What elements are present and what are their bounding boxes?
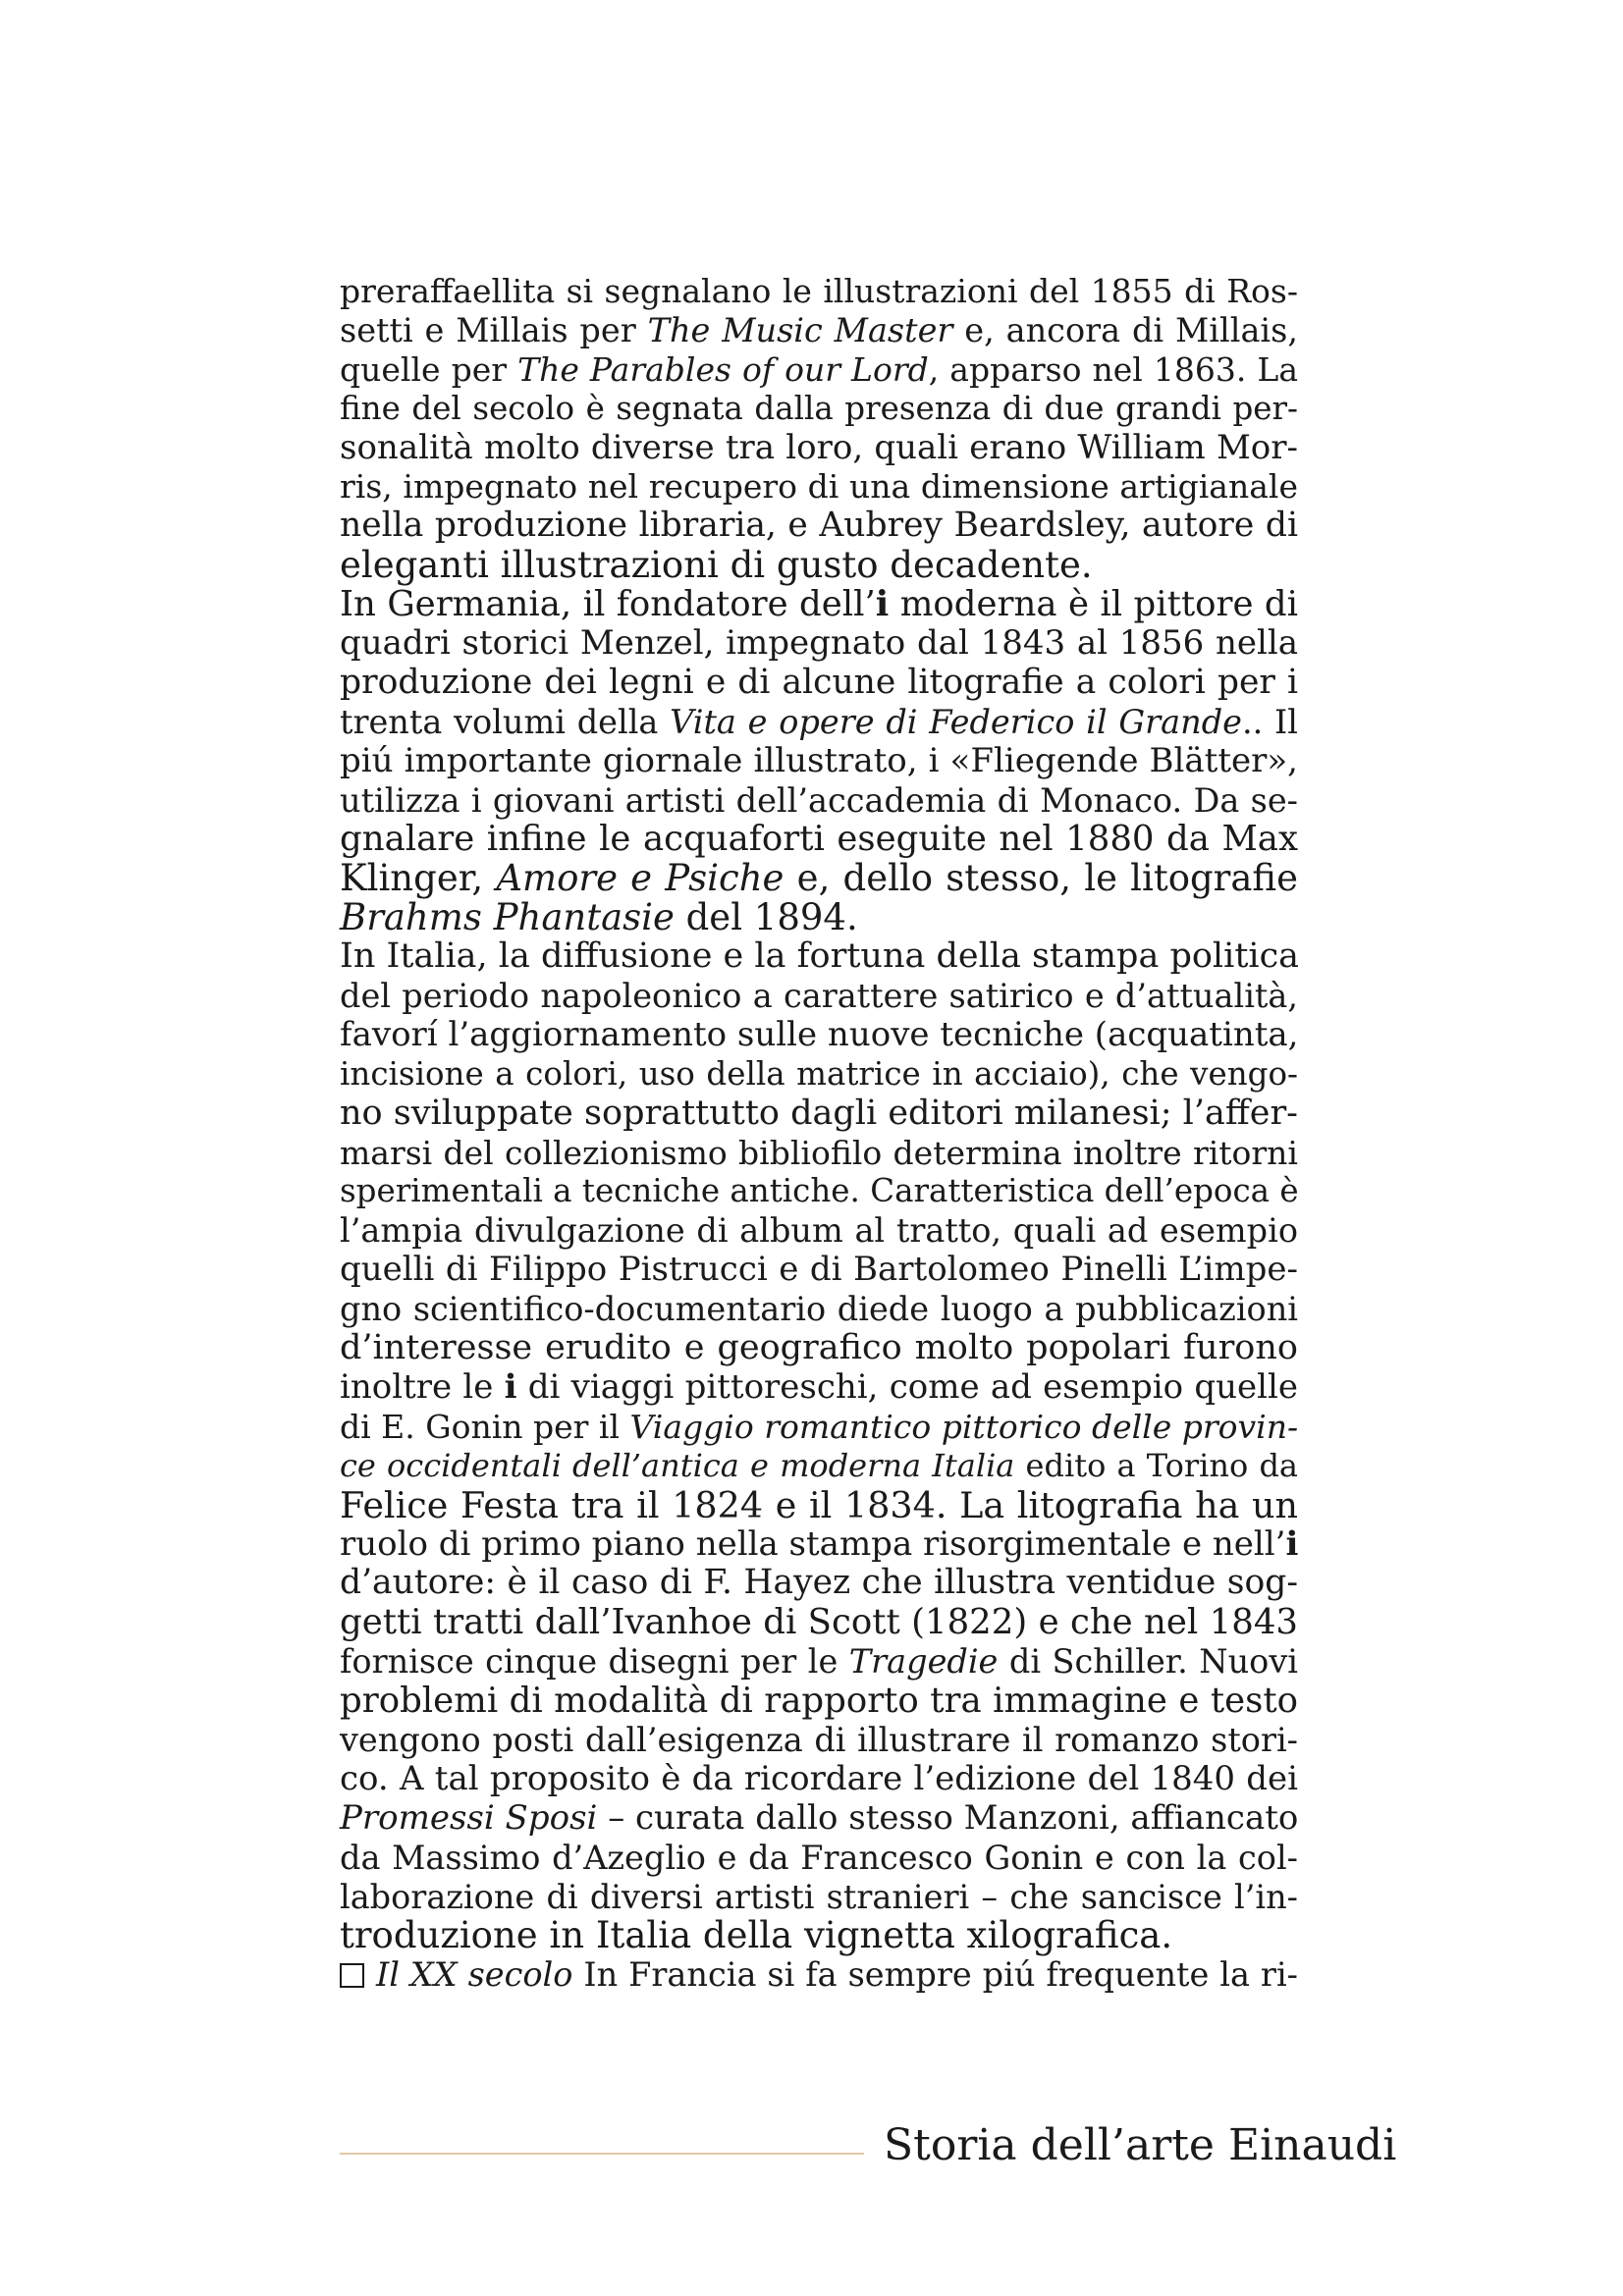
text-segment: l’ampia divulgazione di album al tratto, quali ad esempio xyxy=(340,1211,1298,1251)
italic-text: The Parables of our Lord xyxy=(517,349,929,389)
text-segment: marsi del collezionismo bibliofilo determina inoltre ritorni xyxy=(340,1133,1298,1172)
text-line xyxy=(340,350,1298,390)
text-segment: d’autore: è il caso di F. Hayez che illustra ventidue sog- xyxy=(340,1563,1298,1603)
text-line xyxy=(340,703,1298,742)
text-segment: favorí l’aggiornamento sulle nuove tecniche (acquatinta, xyxy=(340,1014,1299,1054)
text-line xyxy=(340,1721,1298,1760)
footer-title: Storia dell’arte Einaudi xyxy=(884,2120,1397,2170)
text-segment: troduzione in Italia della vignetta xilografica. xyxy=(340,1914,1173,1957)
italic-text: ce occidentali dell’antica e moderna Italia xyxy=(340,1446,1015,1484)
text-line xyxy=(340,1799,1298,1839)
italic-text: Amore e Psiche xyxy=(496,857,784,900)
text-segment: sperimentali a tecniche antiche. Caratteristica dell’epoca è xyxy=(340,1172,1299,1210)
italic-text: Il XX secolo xyxy=(376,1955,573,1995)
text-line xyxy=(340,272,1298,311)
text-segment: setti e Millais per xyxy=(340,310,648,349)
text-line xyxy=(340,937,1298,977)
bold-text: i xyxy=(875,584,890,625)
text-line xyxy=(340,781,1298,821)
text-line xyxy=(340,507,1298,546)
text-line xyxy=(340,311,1298,350)
text-line xyxy=(340,1564,1298,1603)
text-segment: fornisce cinque disegni per le xyxy=(340,1642,849,1682)
text-segment: ris, impegnato nel recupero di una dimensione artigianale xyxy=(340,467,1298,507)
text-segment: piú importante giornale illustrato, i «Fliegende Blätter», xyxy=(340,740,1298,780)
text-line xyxy=(340,390,1298,429)
text-line xyxy=(340,742,1298,781)
text-segment: trenta volumi della xyxy=(340,702,671,741)
body-text xyxy=(340,272,1298,1995)
text-segment: fine del secolo è segnata dalla presenza di due grandi per- xyxy=(340,389,1298,427)
text-segment: problemi di modalità di rapporto tra immagine e testo xyxy=(340,1681,1298,1722)
italic-text: Tragedie xyxy=(848,1642,999,1682)
text-line xyxy=(340,1172,1298,1211)
text-line xyxy=(340,1447,1298,1486)
text-segment: di E. Gonin per il xyxy=(340,1407,630,1446)
text-segment: quelli di Filippo Pistrucci e di Bartolomeo Pinelli L’impe- xyxy=(340,1250,1298,1290)
bold-text: i xyxy=(1285,1523,1299,1564)
text-line xyxy=(340,977,1298,1016)
text-line xyxy=(340,1525,1298,1565)
italic-text: Brahms Phantasie xyxy=(340,896,675,939)
text-line xyxy=(340,585,1298,624)
text-segment: quelle per xyxy=(340,349,518,389)
footer-rule xyxy=(340,2153,864,2155)
text-line xyxy=(340,1055,1298,1095)
section-square-icon xyxy=(340,1963,364,1988)
text-segment: sonalità molto diverse tra loro, quali erano William Mor- xyxy=(340,427,1298,467)
bold-text: i xyxy=(504,1366,517,1407)
text-segment: laborazione di diversi artisti stranieri – che sancisce l’in- xyxy=(340,1877,1298,1916)
text-line xyxy=(340,1483,1298,1526)
text-line xyxy=(340,664,1298,703)
text-segment: e, ancora di Millais, xyxy=(952,310,1298,349)
text-segment: di Schiller. Nuovi xyxy=(998,1642,1298,1682)
text-segment: del 1894. xyxy=(674,896,858,939)
text-segment: utilizza i giovani artisti dell’accademia di Monaco. Da se- xyxy=(340,780,1298,820)
text-segment: In Germania, il fondatore dell’ xyxy=(340,584,876,625)
text-segment: co. A tal proposito è da ricordare l’edizione del 1840 dei xyxy=(340,1758,1298,1798)
text-segment: getti tratti dall’Ivanhoe di Scott (1822) e che nel 1843 xyxy=(340,1602,1298,1643)
text-line xyxy=(340,624,1298,664)
text-line xyxy=(340,1016,1298,1055)
text-segment: incisione a colori, uso della matrice in acciaio), che vengo- xyxy=(340,1054,1298,1093)
italic-text: Promessi Sposi xyxy=(340,1797,598,1838)
text-segment: moderna è il pittore di xyxy=(889,584,1299,625)
italic-text: Viaggio romantico pittorico delle provin- xyxy=(629,1407,1299,1446)
text-line xyxy=(340,1760,1298,1799)
text-line xyxy=(340,1251,1298,1290)
text-line xyxy=(340,859,1298,898)
text-segment: Klinger, xyxy=(340,857,497,900)
text-segment: produzione dei legni e di alcune litografie a colori per i xyxy=(340,662,1298,702)
text-line xyxy=(340,1134,1298,1173)
text-segment: inoltre le xyxy=(340,1366,505,1407)
text-segment: vengono posti dall’esigenza di illustrare il romanzo stori- xyxy=(340,1720,1298,1759)
text-line xyxy=(340,1878,1298,1917)
text-line xyxy=(340,1329,1298,1368)
text-line xyxy=(340,1368,1298,1408)
text-line xyxy=(340,1095,1298,1134)
text-segment: del periodo napoleonico a carattere satirico e d’attualità, xyxy=(340,977,1298,1016)
text-line xyxy=(340,429,1298,468)
text-segment: ruolo di primo piano nella stampa risorgimentale e nell’ xyxy=(340,1523,1286,1564)
text-line xyxy=(340,1290,1298,1329)
text-segment: eleganti illustrazioni di gusto decadente. xyxy=(340,544,1093,587)
text-segment: .. Il xyxy=(1241,702,1298,741)
text-line xyxy=(340,1916,1298,1955)
text-line xyxy=(340,1642,1298,1682)
text-line xyxy=(340,898,1298,937)
text-line xyxy=(340,820,1298,859)
text-segment: nella produzione libraria, e Aubrey Beardsley, autore di xyxy=(340,506,1298,546)
text-segment: da Massimo d’Azeglio e da Francesco Gonin e con la col- xyxy=(340,1838,1298,1877)
text-line xyxy=(340,1211,1298,1251)
text-segment: Felice Festa tra il 1824 e il 1834. La litografia ha un xyxy=(340,1483,1298,1526)
text-line xyxy=(340,546,1298,585)
text-segment: – curata dallo stesso Manzoni, affiancato xyxy=(597,1797,1299,1838)
text-line xyxy=(340,1408,1298,1447)
text-segment: In Francia si fa sempre piú frequente la ri- xyxy=(572,1955,1298,1995)
text-segment: edito a Torino da xyxy=(1014,1446,1299,1484)
text-segment: gnalare infine le acquaforti eseguite nel 1880 da Max xyxy=(340,819,1298,860)
text-line xyxy=(340,1955,1298,1995)
text-line xyxy=(340,467,1298,507)
text-segment: no sviluppate soprattutto dagli editori milanesi; l’affer- xyxy=(340,1093,1298,1133)
text-line xyxy=(340,1839,1298,1878)
text-line xyxy=(340,1682,1298,1721)
text-segment: In Italia, la diffusione e la fortuna della stampa politica xyxy=(340,936,1300,977)
text-segment: , apparso nel 1863. La xyxy=(928,349,1298,389)
text-segment: gno scientifico-documentario diede luogo a pubblicazioni xyxy=(340,1290,1298,1329)
italic-text: Vita e opere di Federico il Grande xyxy=(670,702,1242,741)
text-segment: quadri storici Menzel, impegnato dal 1843 al 1856 nella xyxy=(340,623,1298,664)
text-segment: di viaggi pittoreschi, come ad esempio quelle xyxy=(516,1366,1298,1407)
text-segment: e, dello stesso, le litografie xyxy=(784,857,1298,900)
italic-text: The Music Master xyxy=(647,310,953,349)
text-segment: preraffaellita si segnalano le illustrazioni del 1855 di Ros- xyxy=(340,272,1298,310)
text-segment: d’interesse erudito e geografico molto popolari furono xyxy=(340,1328,1298,1368)
text-line xyxy=(340,1603,1298,1642)
